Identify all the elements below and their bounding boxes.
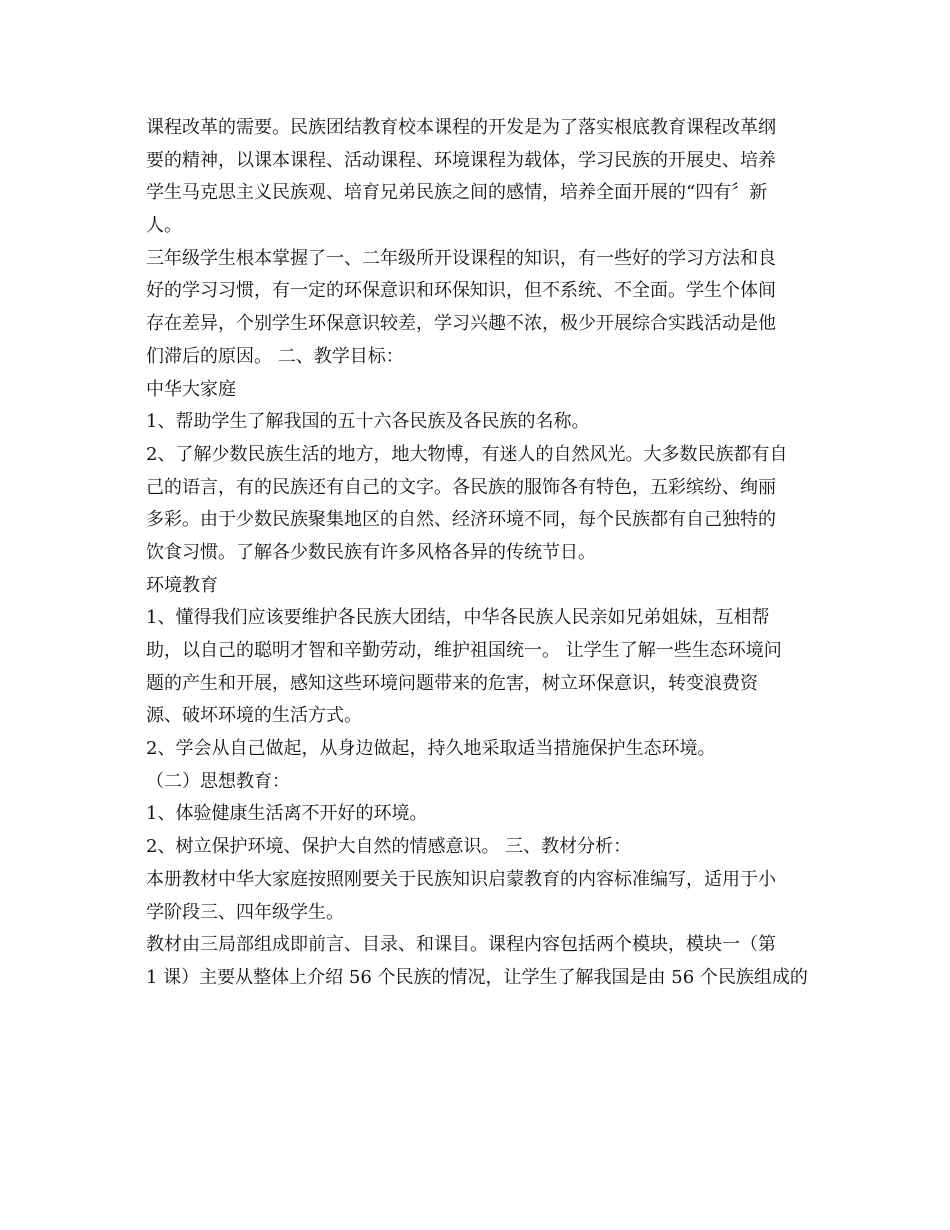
- section-heading: 中华大家庭: [146, 378, 236, 400]
- text-line: 们滞后的原因。 二、教学目标：: [146, 345, 404, 367]
- text-line: 学阶段三、四年级学生。: [146, 901, 344, 923]
- section-heading: （二）思想教育：: [146, 770, 290, 792]
- text-line: 课程改革的需要。民族团结教育校本课程的开发是为了落实根底教育课程改革纲: [146, 117, 776, 138]
- text-line: 1、懂得我们应该要维护各民族大团结，中华各民族人民亲如兄弟姐妹，互相帮: [146, 607, 770, 629]
- text-line: 饮食习惯。了解各少数民族有许多风格各异的传统节日。: [146, 541, 596, 563]
- text-line: 2、学会从自己做起，从身边做起，持久地采取适当措施保护生态环境。: [146, 738, 716, 760]
- text-line: 好的学习习惯，有一定的环保意识和环保知识，但不系统、不全面。学生个体间: [146, 280, 776, 302]
- text-line: 人。: [146, 215, 182, 237]
- text-line: 要的精神，以课本课程、活动课程、环境课程为载体，学习民族的开展史、培养: [146, 149, 776, 171]
- text-line: 学生马克思主义民族观、培育兄弟民族之间的感情，培养全面开展的“四有〞新: [146, 182, 768, 204]
- text-line: 助，以自己的聪明才智和辛勤劳动，维护祖国统一。 让学生了解一些生态环境问: [146, 640, 782, 661]
- text-line: 1 课）主要从整体上介绍 56 个民族的情况，让学生了解我国是由 56 个民族组成的: [146, 966, 808, 988]
- text-line: 源、破坏环境的生活方式。: [146, 705, 362, 727]
- section-heading: 环境教育: [146, 574, 218, 596]
- text-line: 1、帮助学生了解我国的五十六各民族及各民族的名称。: [146, 411, 590, 433]
- text-line: 2、了解少数民族生活的地方，地大物博，有迷人的自然风光。大多数民族都有自: [146, 443, 788, 465]
- text-line: 教材由三局部组成即前言、目录、和课目。课程内容包括两个模块，模块一（第: [146, 934, 776, 956]
- text-line: 1、体验健康生活离不开好的环境。: [146, 803, 428, 825]
- document-body: [146, 112, 818, 995]
- text-line: 本册教材中华大家庭按照刚要关于民族知识启蒙教育的内容标准编写，适用于小: [146, 868, 776, 890]
- text-line: 多彩。由于少数民族聚集地区的自然、经济环境不同，每个民族都有自己独特的: [146, 509, 776, 531]
- text-line: 己的语言，有的民族还有自己的文字。各民族的服饰各有特色，五彩缤纷、绚丽: [146, 476, 776, 498]
- text-line: 2、树立保护环境、保护大自然的情感意识。 三、教材分析：: [146, 836, 632, 858]
- text-line: 存在差异，个别学生环保意识较差，学习兴趣不浓，极少开展综合实践活动是他: [146, 313, 776, 335]
- text-line: 三年级学生根本掌握了一、二年级所开设课程的知识，有一些好的学习方法和良: [146, 247, 776, 269]
- text-line: 题的产生和开展，感知这些环境问题带来的危害，树立环保意识，转变浪费资: [146, 672, 758, 694]
